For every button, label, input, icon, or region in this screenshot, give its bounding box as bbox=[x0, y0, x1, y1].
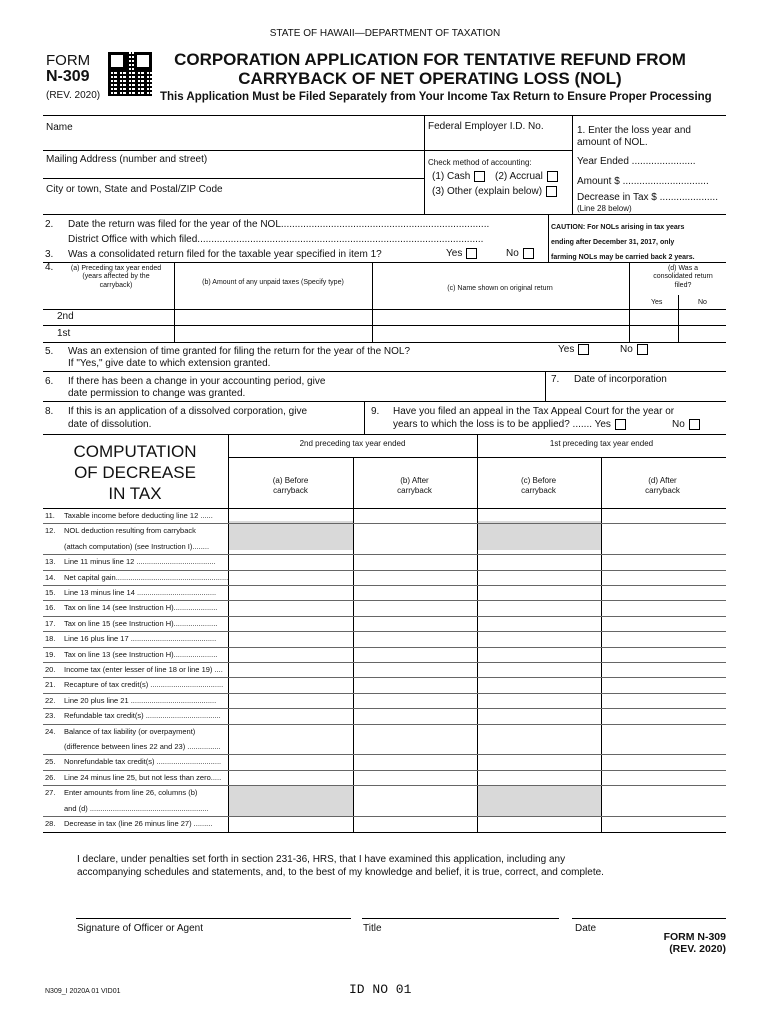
form-number: N-309 bbox=[46, 68, 90, 85]
department-header: STATE OF HAWAII—DEPARTMENT OF TAXATION bbox=[269, 28, 501, 39]
q4-col-a-header: (a) Preceding tax year ended (years affected by the carryback) bbox=[70, 265, 162, 289]
q4-no-label: No bbox=[698, 299, 707, 306]
q2-return-filed-date[interactable]: Date the return was filed for the year of the NOL........................................................................... bbox=[68, 219, 490, 230]
date-field[interactable]: Date bbox=[575, 923, 597, 934]
loss-year-label: 1. Enter the loss year and amount of NOL. bbox=[577, 125, 691, 148]
computation-row-divider bbox=[43, 631, 726, 632]
computation-row-divider bbox=[43, 693, 726, 694]
q3-yes-checkbox[interactable] bbox=[466, 248, 477, 259]
cash-option[interactable]: (1) Cash bbox=[432, 171, 485, 183]
q9-no-checkbox[interactable] bbox=[689, 419, 700, 430]
computation-line-label: 21. Recapture of tax credit(s) ................................... bbox=[45, 680, 224, 690]
q3-no-checkbox[interactable] bbox=[523, 248, 534, 259]
decrease-field[interactable]: Decrease in Tax $ ..................... bbox=[577, 192, 718, 203]
computation-line-label: 20. Income tax (enter lesser of line 18 or line 19) .... bbox=[45, 665, 223, 674]
q4-col-d-header: (d) Was a consolidated return filed? bbox=[653, 265, 713, 289]
q8-question-2[interactable]: date of dissolution. bbox=[68, 419, 152, 430]
computation-line-label: 25. Nonrefundable tax credit(s) ............................... bbox=[45, 757, 222, 767]
computation-row-divider bbox=[43, 785, 726, 786]
q2-district-office[interactable]: District Office with which filed....................................................................................................... bbox=[68, 234, 484, 245]
footer-revision: (REV. 2020) bbox=[669, 943, 726, 955]
second-preceding-header: 2nd preceding tax year ended bbox=[299, 439, 406, 448]
caution-note: CAUTION: For NOLs arising in tax years ending after December 31, 2017, only farming NOLs may be carried back 2 years. bbox=[551, 224, 695, 261]
computation-line-label: 18. Line 16 plus line 17 ......................................... bbox=[45, 634, 217, 644]
computation-line-label: 28. Decrease in tax (line 26 minus line 27) ......... bbox=[45, 819, 213, 828]
q9-number: 9. bbox=[371, 406, 380, 417]
q9-no[interactable]: No bbox=[672, 419, 700, 431]
computation-row-divider bbox=[43, 523, 726, 524]
q4-col-c-header: (c) Name shown on original return bbox=[447, 285, 553, 292]
computation-line-label: 22. Line 20 plus line 21 ......................................... bbox=[45, 695, 217, 705]
qr-code-icon bbox=[108, 52, 152, 96]
computation-row-divider bbox=[43, 816, 726, 817]
q8-number: 8. bbox=[45, 406, 54, 417]
q4-row-2nd: 2nd bbox=[57, 311, 74, 322]
mailing-address-field[interactable]: Mailing Address (number and street) bbox=[46, 154, 208, 165]
q5-question-2: If "Yes," give date to which extension granted. bbox=[68, 358, 271, 369]
col-b-header: (b) After carryback bbox=[397, 476, 432, 495]
fein-field[interactable]: Federal Employer I.D. No. bbox=[428, 121, 544, 132]
first-preceding-header: 1st preceding tax year ended bbox=[549, 439, 654, 448]
accrual-checkbox[interactable] bbox=[547, 171, 558, 182]
amount-field[interactable]: Amount $ ............................... bbox=[577, 176, 709, 187]
computation-row-divider bbox=[43, 616, 726, 617]
q5-yes[interactable]: Yes bbox=[558, 344, 589, 356]
footer-code: N309_I 2020A 01 VID01 bbox=[45, 988, 121, 995]
computation-line-label: 26. Line 24 minus line 25, but not less than zero..... bbox=[45, 772, 222, 782]
declaration-line1: I declare, under penalties set forth in section 231-36, HRS, that I have examined this application, including any bbox=[77, 854, 566, 865]
computation-line-label: 12. NOL deduction resulting from carryback bbox=[45, 526, 196, 536]
q3-no[interactable]: No bbox=[506, 248, 534, 260]
computation-row-divider bbox=[43, 647, 726, 648]
q3-number: 3. bbox=[45, 249, 54, 260]
computation-line-label: 24. Balance of tax liability (or overpayment) bbox=[45, 726, 196, 736]
q3-question: Was a consolidated return filed for the taxable year specified in item 1? bbox=[68, 249, 382, 260]
q5-yes-checkbox[interactable] bbox=[578, 344, 589, 355]
computation-line-label: 17. Tax on line 15 (see Instruction H)..................... bbox=[45, 618, 218, 628]
revision-label: (REV. 2020) bbox=[46, 90, 101, 101]
other-option[interactable]: (3) Other (explain below) bbox=[432, 186, 557, 198]
line28-note: (Line 28 below) bbox=[577, 204, 632, 213]
computation-row-divider bbox=[43, 600, 726, 601]
col-c-header: (c) Before carryback bbox=[520, 476, 557, 495]
computation-row-divider bbox=[43, 662, 726, 663]
q6-number: 6. bbox=[45, 376, 54, 387]
col-a-header: (a) Before carryback bbox=[272, 476, 309, 495]
computation-line-label: 11. Taxable income before deducting line 12 ...... bbox=[45, 511, 213, 520]
computation-title: COMPUTATION OF DECREASE IN TAX bbox=[73, 442, 197, 503]
q9-question: Have you filed an appeal in the Tax Appeal Court for the year or bbox=[393, 406, 675, 417]
computation-row-divider bbox=[43, 585, 726, 586]
form-title-line2: CARRYBACK OF NET OPERATING LOSS (NOL) bbox=[238, 69, 622, 88]
form-title-line1: CORPORATION APPLICATION FOR TENTATIVE REFUND FROM bbox=[174, 50, 686, 69]
q4-yes-label: Yes bbox=[651, 299, 663, 306]
q2-number: 2. bbox=[45, 219, 54, 230]
computation-line-label: (attach computation) (see Instruction I)........ bbox=[64, 541, 210, 551]
computation-row-divider bbox=[43, 677, 726, 678]
q5-number: 5. bbox=[45, 346, 54, 357]
computation-row-divider bbox=[43, 754, 726, 755]
computation-line-label: 23. Refundable tax credit(s) .................................... bbox=[45, 711, 221, 721]
title-field[interactable]: Title bbox=[363, 923, 382, 934]
q8-question: If this is an application of a dissolved corporation, give bbox=[68, 406, 308, 417]
computation-row-divider bbox=[43, 708, 726, 709]
declaration-line2: accompanying schedules and statements, and, to the best of my knowledge and belief, it is true, correct, and complete. bbox=[77, 867, 604, 878]
q9-yes-checkbox[interactable] bbox=[615, 419, 626, 430]
id-number: ID NO 01 bbox=[349, 982, 412, 997]
q4-col-b-header: (b) Amount of any unpaid taxes (Specify type) bbox=[202, 279, 344, 286]
q5-no-checkbox[interactable] bbox=[637, 344, 648, 355]
computation-row-divider bbox=[43, 724, 726, 725]
accrual-option[interactable]: (2) Accrual bbox=[495, 171, 558, 183]
q5-question: Was an extension of time granted for filing the return for the year of the NOL? bbox=[68, 346, 411, 357]
other-checkbox[interactable] bbox=[546, 186, 557, 197]
computation-row-divider bbox=[43, 770, 726, 771]
q7-number: 7. bbox=[551, 374, 560, 385]
computation-line-label: (difference between lines 22 and 23) ................ bbox=[64, 742, 221, 751]
form-subtitle: This Application Must be Filed Separately from Your Income Tax Return to Ensure Proper Processing bbox=[160, 91, 712, 103]
computation-row-divider bbox=[43, 554, 726, 555]
computation-line-label: 15. Line 13 minus line 14 ...................................... bbox=[45, 588, 217, 597]
year-ended-field[interactable]: Year Ended ....................... bbox=[577, 156, 696, 167]
computation-line-label: 19. Tax on line 13 (see Instruction H)..................... bbox=[45, 649, 218, 659]
q4-number: 4. bbox=[45, 262, 54, 273]
accounting-method-label: Check method of accounting: bbox=[428, 158, 532, 167]
computation-line-label: 13. Line 11 minus line 12 ...................................... bbox=[45, 557, 216, 567]
city-state-zip-field[interactable]: City or town, State and Postal/ZIP Code bbox=[46, 184, 223, 195]
computation-line-label: and (d) ......................................................... bbox=[64, 803, 209, 813]
footer-form-number: FORM N-309 bbox=[663, 931, 726, 943]
q4-row-1st: 1st bbox=[57, 328, 71, 339]
computation-line-label: 16. Tax on line 14 (see Instruction H)..................... bbox=[45, 603, 218, 613]
col-d-header: (d) After carryback bbox=[645, 476, 680, 495]
signature-field[interactable]: Signature of Officer or Agent bbox=[77, 923, 204, 934]
q7-incorporation-date[interactable]: Date of incorporation bbox=[574, 374, 667, 385]
computation-line-label: 14. Net capital gain...................................................... bbox=[45, 572, 229, 582]
q6-question-2: date permission to change was granted. bbox=[68, 388, 246, 399]
q3-yes[interactable]: Yes bbox=[446, 248, 477, 260]
q6-question: If there has been a change in your accounting period, give bbox=[68, 376, 326, 387]
cash-checkbox[interactable] bbox=[474, 171, 485, 182]
name-field[interactable]: Name bbox=[46, 122, 73, 133]
computation-row-divider bbox=[43, 570, 726, 571]
computation-line-label: 27. Enter amounts from line 26, columns (b) bbox=[45, 788, 198, 798]
q9-yes[interactable]: years to which the loss is to be applied? ....... Yes bbox=[393, 419, 626, 431]
form-word: FORM bbox=[46, 52, 91, 69]
q5-no[interactable]: No bbox=[620, 344, 648, 356]
